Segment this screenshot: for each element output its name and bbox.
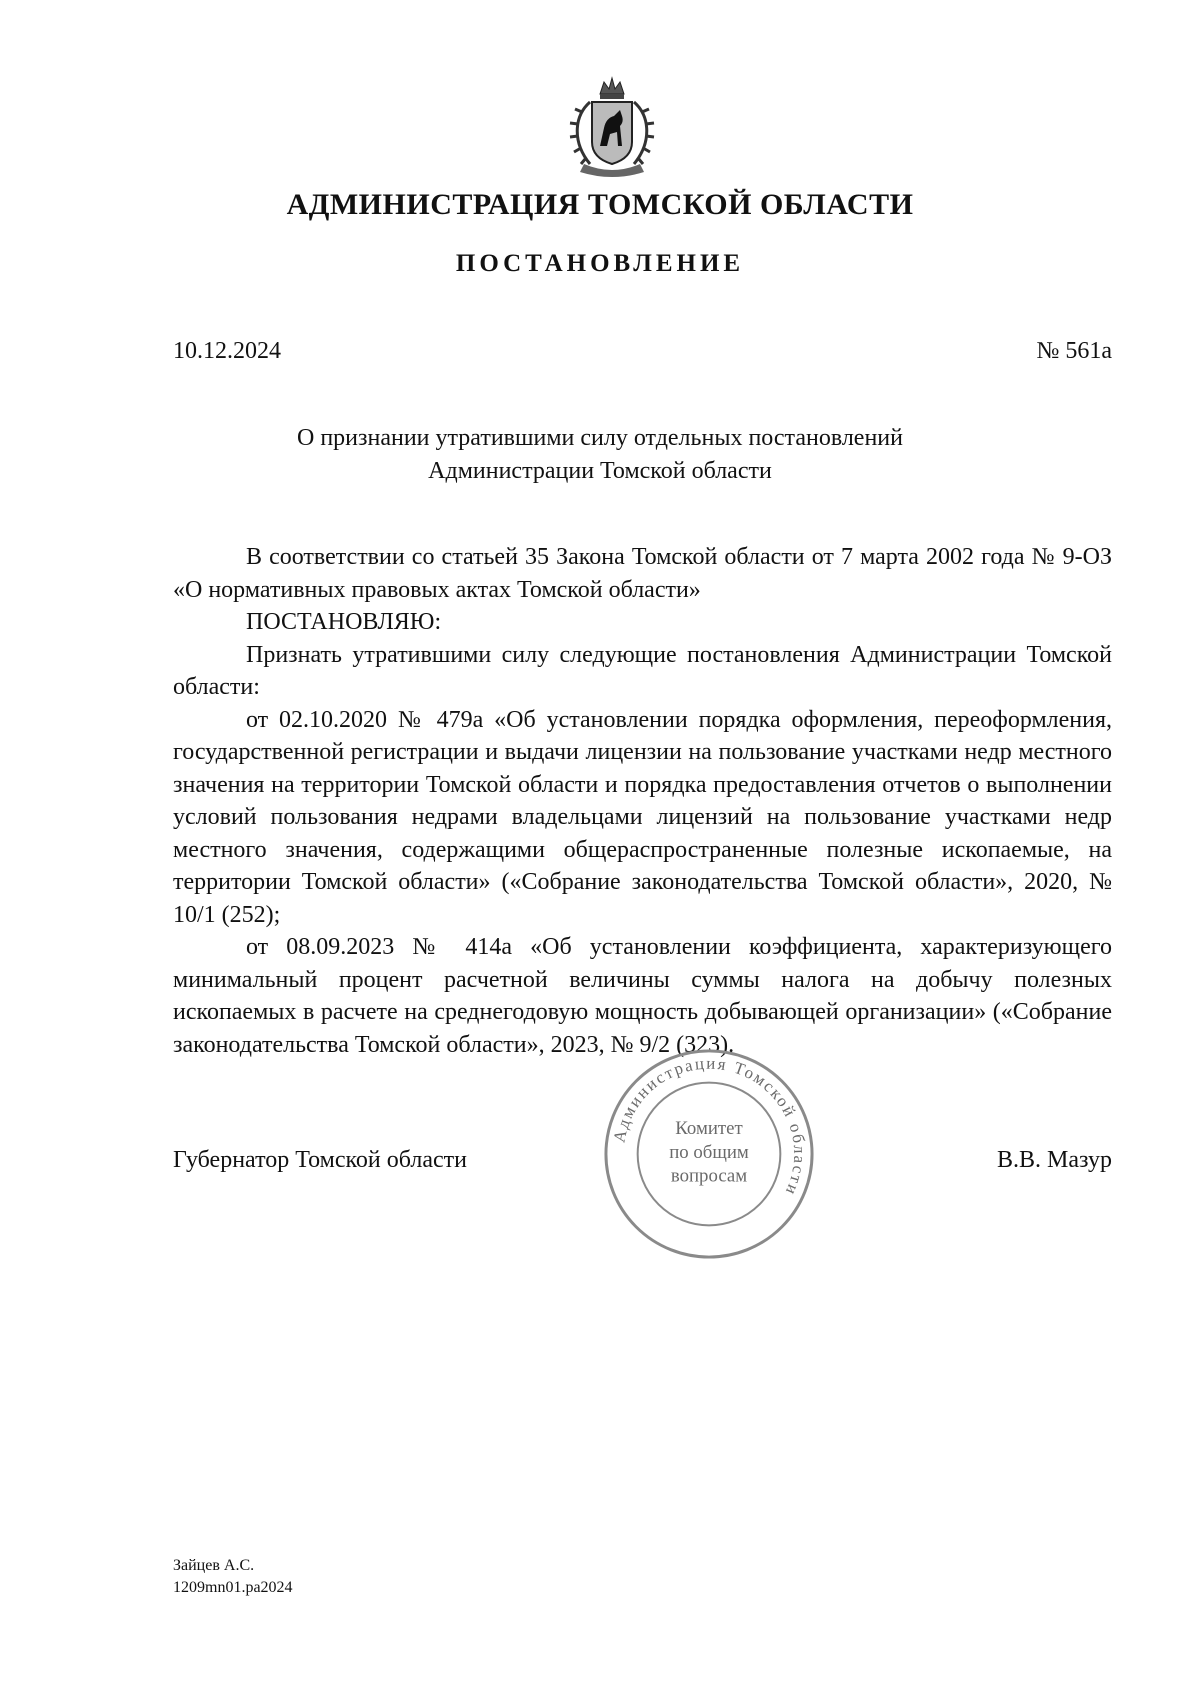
file-code: 1209mn01.pa2024	[173, 1579, 293, 1596]
document-type-heading: ПОСТАНОВЛЕНИЕ	[455, 250, 745, 277]
svg-text:по общим: по общим	[669, 1141, 749, 1163]
body-paragraph: В соответствии со статьей 35 Закона Томской области от 7 марта 2002 года № 9-ОЗ «О нормативных правовых актах Томской области»	[173, 544, 1112, 603]
official-seal-stamp	[600, 1045, 818, 1263]
executor-name: Зайцев А.С.	[173, 1557, 255, 1574]
document-subject	[150, 422, 1050, 488]
repealed-act-item: от 08.09.2023 № 414а «Об установлении коэффициента, характеризующего минимальный процент расчетной величины суммы налога на добычу полезных ископаемых в расчете на среднегодовую мощность добывающей организации» («Собрание законодательства Томской области», 2023, № 9/2 (323).	[173, 934, 1112, 1058]
subject-line: О признании утратившими силу отдельных постановлений	[297, 425, 903, 451]
body-paragraph: Признать утратившими силу следующие постановления Администрации Томской области:	[173, 641, 1112, 700]
svg-text:Комитет: Комитет	[675, 1118, 743, 1140]
signatory-position: Губернатор Томской области	[173, 1147, 467, 1173]
repealed-act-item: от 02.10.2020 № 479а «Об установлении порядка оформления, переоформления, государственной регистрации и выдачи лицензии на пользование участками недр местного значения на территории Томской области и порядка предоставления отчетов о выполнении условий пользования недрами владельцами лицензий на пользование участками недр местного значения, содержащими общераспространенные полезные ископаемые, на территории Томской области» («Собрание законодательства Томской области», 2020, № 10/1 (252);	[173, 706, 1112, 928]
document-date: 10.12.2024	[173, 338, 281, 364]
document-number: № 561а	[1036, 338, 1112, 364]
signatory-name: В.В. Мазур	[997, 1147, 1112, 1173]
coat-of-arms-icon	[560, 72, 664, 178]
svg-text:вопросам: вопросам	[670, 1165, 748, 1187]
resolution-keyword: ПОСТАНОВЛЯЮ:	[246, 609, 442, 635]
svg-text:Администрация Томской области: Администрация Томской области	[609, 1053, 810, 1200]
organization-title: АДМИНИСТРАЦИЯ ТОМСКОЙ ОБЛАСТИ	[286, 188, 914, 221]
executor-footer	[173, 1555, 293, 1599]
document-body	[173, 541, 1112, 1061]
subject-line: Администрации Томской области	[428, 458, 772, 484]
